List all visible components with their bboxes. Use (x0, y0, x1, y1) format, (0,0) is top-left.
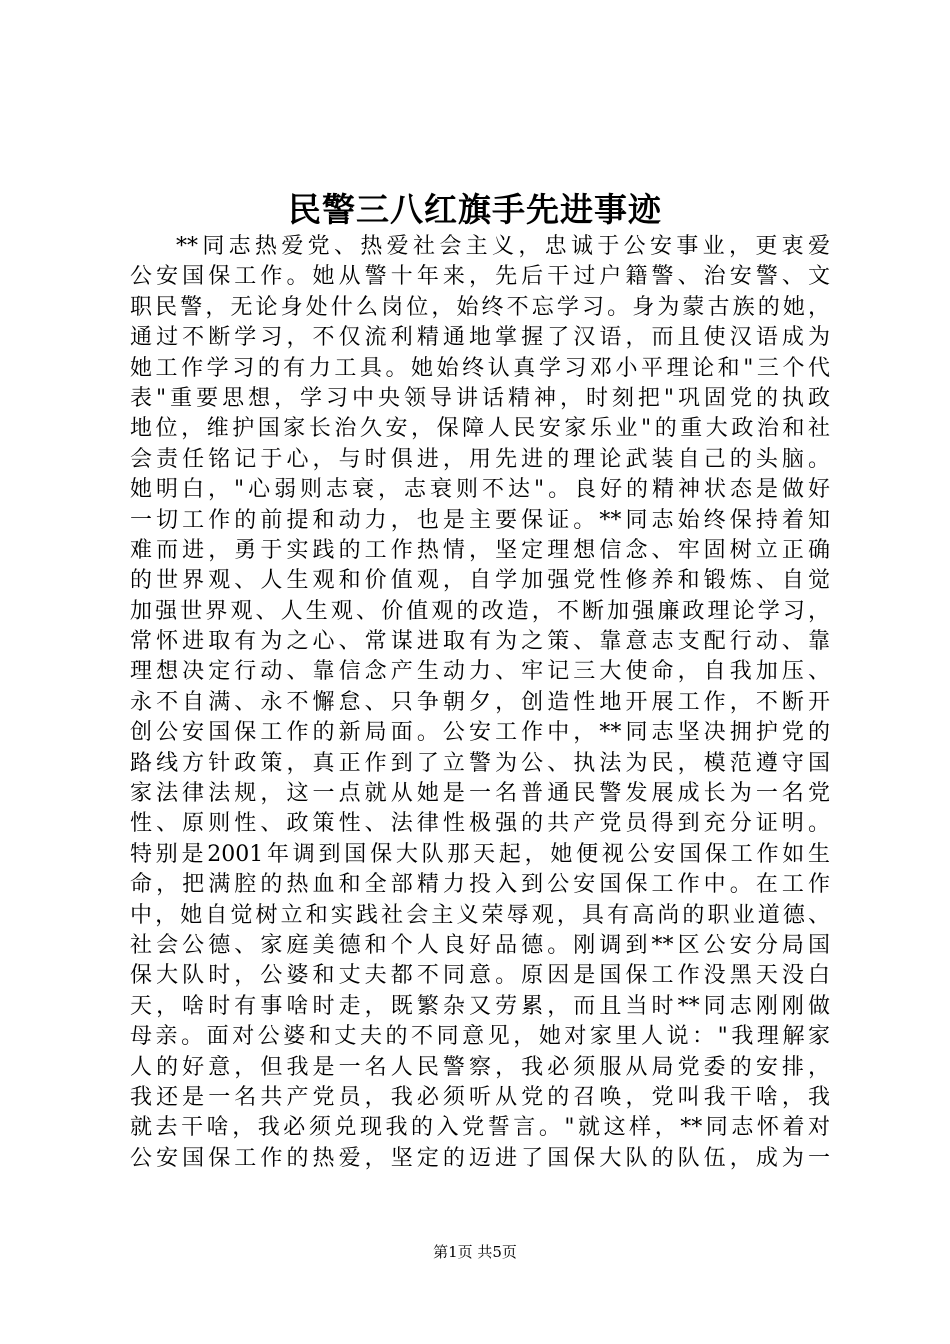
paragraph-line: 会责任铭记于心，与时俱进，用先进的理论武装自己的头脑。 (130, 446, 830, 472)
paragraph-line: 中，她自觉树立和实践社会主义荣辱观，具有高尚的职业道德、 (130, 902, 830, 928)
paragraph-line: 天，啥时有事啥时走，既繁杂又劳累，而且当时**同志刚刚做 (130, 993, 830, 1019)
paragraph-line: 的世界观、人生观和价值观，自学加强党性修养和锻炼、自觉 (130, 568, 830, 594)
page-footer: 第1页 共5页 (433, 1243, 517, 1261)
paragraph-line: 公安国保工作的热爱，坚定的迈进了国保大队的队伍，成为一 (130, 1145, 830, 1171)
paragraph-line: 人的好意，但我是一名人民警察，我必须服从局党委的安排， (130, 1054, 830, 1080)
paragraph-line: 表"重要思想，学习中央领导讲话精神，时刻把"巩固党的执政 (130, 385, 830, 411)
paragraph-line: 路线方针政策，真正作到了立警为公、执法为民，模范遵守国 (130, 750, 830, 776)
paragraph-line: 母亲。面对公婆和丈夫的不同意见，她对家里人说："我理解家 (130, 1024, 830, 1050)
paragraph-line: 永不自满、永不懈怠、只争朝夕，创造性地开展工作，不断开 (130, 689, 830, 715)
paragraph-line: 公安国保工作。她从警十年来，先后干过户籍警、治安警、文 (130, 264, 830, 290)
paragraph-line: 就去干啥，我必须兑现我的入党誓言。"就这样，**同志怀着对 (130, 1115, 830, 1141)
paragraph-line: 一切工作的前提和动力，也是主要保证。**同志始终保持着知 (130, 507, 830, 533)
paragraph-line: 命，把满腔的热血和全部精力投入到公安国保工作中。在工作 (130, 872, 830, 898)
paragraph-line: 她明白，"心弱则志衰，志衰则不达"。良好的精神状态是做好 (130, 477, 830, 503)
paragraph-line: 常怀进取有为之心、常谋进取有为之策、靠意志支配行动、靠 (130, 629, 830, 655)
paragraph-line: 我还是一名共产党员，我必须听从党的召唤，党叫我干啥，我 (130, 1084, 830, 1110)
paragraph-line: 家法律法规，这一点就从她是一名普通民警发展成长为一名党 (130, 781, 830, 807)
paragraph-line: 加强世界观、人生观、价值观的改造，不断加强廉政理论学习， (130, 598, 830, 624)
document-body (130, 232, 830, 1174)
paragraph-line: 创公安国保工作的新局面。公安工作中，**同志坚决拥护党的 (130, 720, 830, 746)
paragraph-line: 她工作学习的有力工具。她始终认真学习邓小平理论和"三个代 (130, 355, 830, 381)
paragraph-line: 社会公德、家庭美德和个人良好品德。刚调到**区公安分局国 (130, 932, 830, 958)
paragraph-line: **同志热爱党、热爱社会主义，忠诚于公安事业，更衷爱 (176, 234, 830, 259)
paragraph-line: 难而进，勇于实践的工作热情，坚定理想信念、牢固树立正确 (130, 537, 830, 563)
document-title: 民警三八红旗手先进事迹 (288, 190, 662, 229)
paragraph-line: 特别是2001年调到国保大队那天起，她便视公安国保工作如生 (130, 841, 830, 867)
paragraph-line: 职民警，无论身处什么岗位，始终不忘学习。身为蒙古族的她， (130, 294, 830, 320)
paragraph-line: 保大队时，公婆和丈夫都不同意。原因是国保工作没黑天没白 (130, 963, 830, 989)
paragraph-line: 理想决定行动、靠信念产生动力、牢记三大使命，自我加压、 (130, 659, 830, 685)
paragraph-line: 地位，维护国家长治久安，保障人民安家乐业"的重大政治和社 (130, 416, 830, 442)
paragraph-line: 性、原则性、政策性、法律性极强的共产党员得到充分证明。 (130, 811, 830, 837)
paragraph-line: 通过不断学习，不仅流利精通地掌握了汉语，而且使汉语成为 (130, 325, 830, 351)
